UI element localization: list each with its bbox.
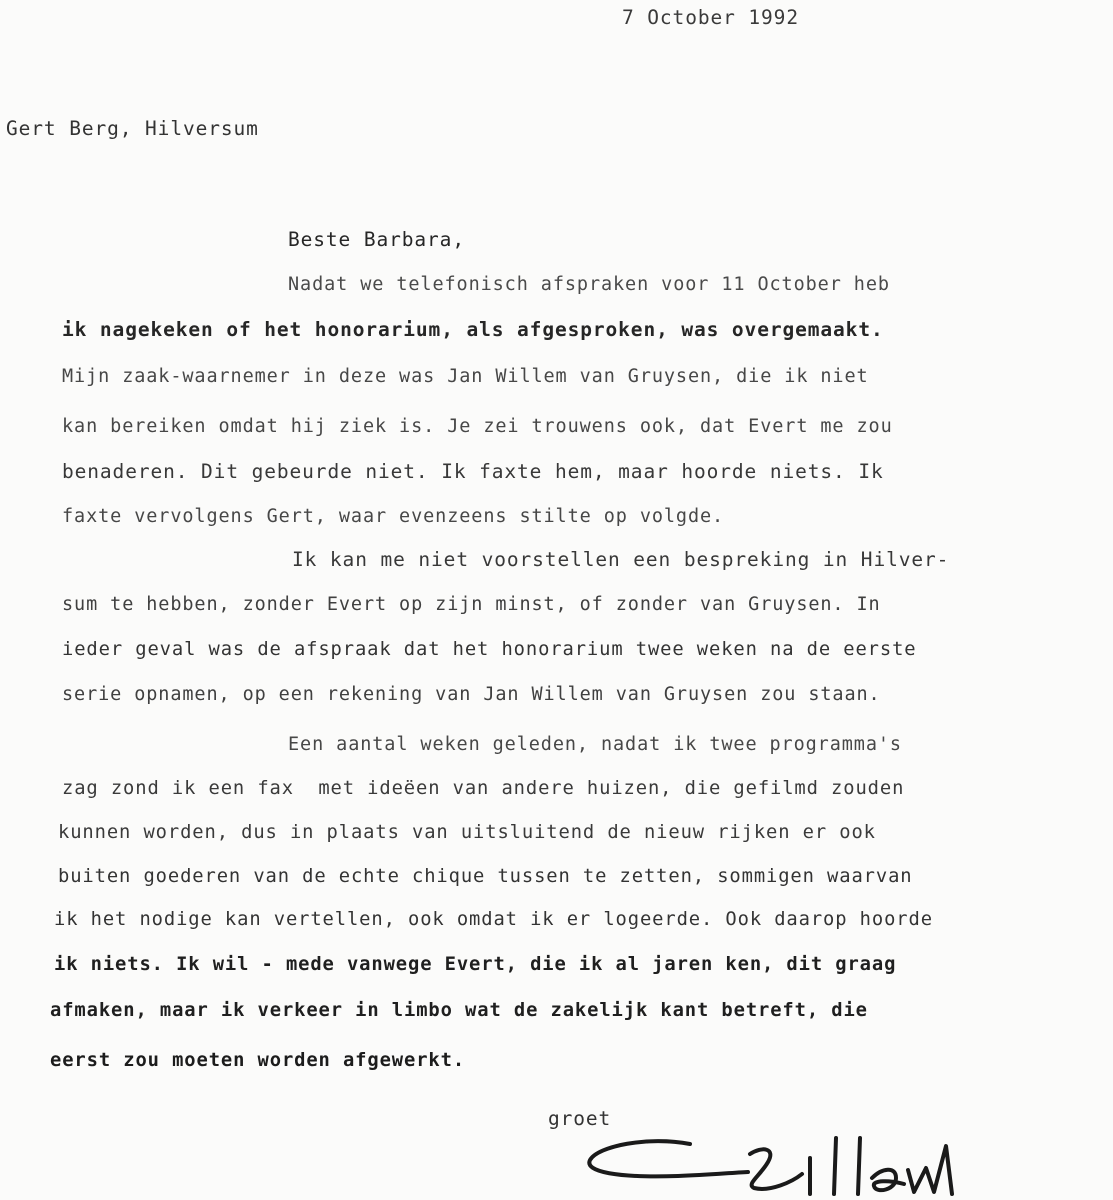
paragraph-line: ik nagekeken of het honorarium, als afgesproken, was overgemaakt. [62,318,884,341]
paragraph-line: Een aantal weken geleden, nadat ik twee programma's [288,734,902,755]
salutation: Beste Barbara, [288,228,465,251]
paragraph-line: benaderen. Dit gebeurde niet. Ik faxte hem, maar hoorde niets. Ik [62,460,884,483]
closing: groet [548,1107,612,1130]
recipient-line: Gert Berg, Hilversum [6,117,259,140]
paragraph-line: ik het nodige kan vertellen, ook omdat ik er logeerde. Ook daarop hoorde [54,909,933,930]
paragraph-line: afmaken, maar ik verkeer in limbo wat de zakelijk kant betreft, die [50,1000,868,1021]
paragraph-line: buiten goederen van de echte chique tussen te zetten, sommigen waarvan [58,866,913,887]
paragraph-line: kunnen worden, dus in plaats van uitsluitend de nieuw rijken er ook [58,822,876,843]
paragraph-line: faxte vervolgens Gert, waar evenzeens stilte op volgde. [62,506,725,527]
paragraph-line: eerst zou moeten worden afgewerkt. [50,1050,466,1071]
paragraph-line: Nadat we telefonisch afspraken voor 11 October heb [288,274,890,295]
paragraph-line: ik niets. Ik wil - mede vanwege Evert, die ik al jaren ken, dit graag [54,954,897,975]
paragraph-line: Mijn zaak-waarnemer in deze was Jan Willem van Gruysen, die ik niet [62,366,869,387]
paragraph-line: kan bereiken omdat hij ziek is. Je zei trouwens ook, dat Evert me zou [62,416,893,437]
handwritten-signature [578,1128,998,1200]
letter-date: 7 October 1992 [622,6,799,29]
paragraph-line: zag zond ik een fax met ideëen van andere huizen, die gefilmd zouden [62,778,905,799]
paragraph-line: serie opnamen, op een rekening van Jan Willem van Gruysen zou staan. [62,684,881,705]
paragraph-line: sum te hebben, zonder Evert op zijn minst, of zonder van Gruysen. In [62,594,881,615]
paragraph-line: Ik kan me niet voorstellen een bespreking in Hilver- [292,548,950,571]
paragraph-line: ieder geval was de afspraak dat het honorarium twee weken na de eerste [62,639,917,660]
